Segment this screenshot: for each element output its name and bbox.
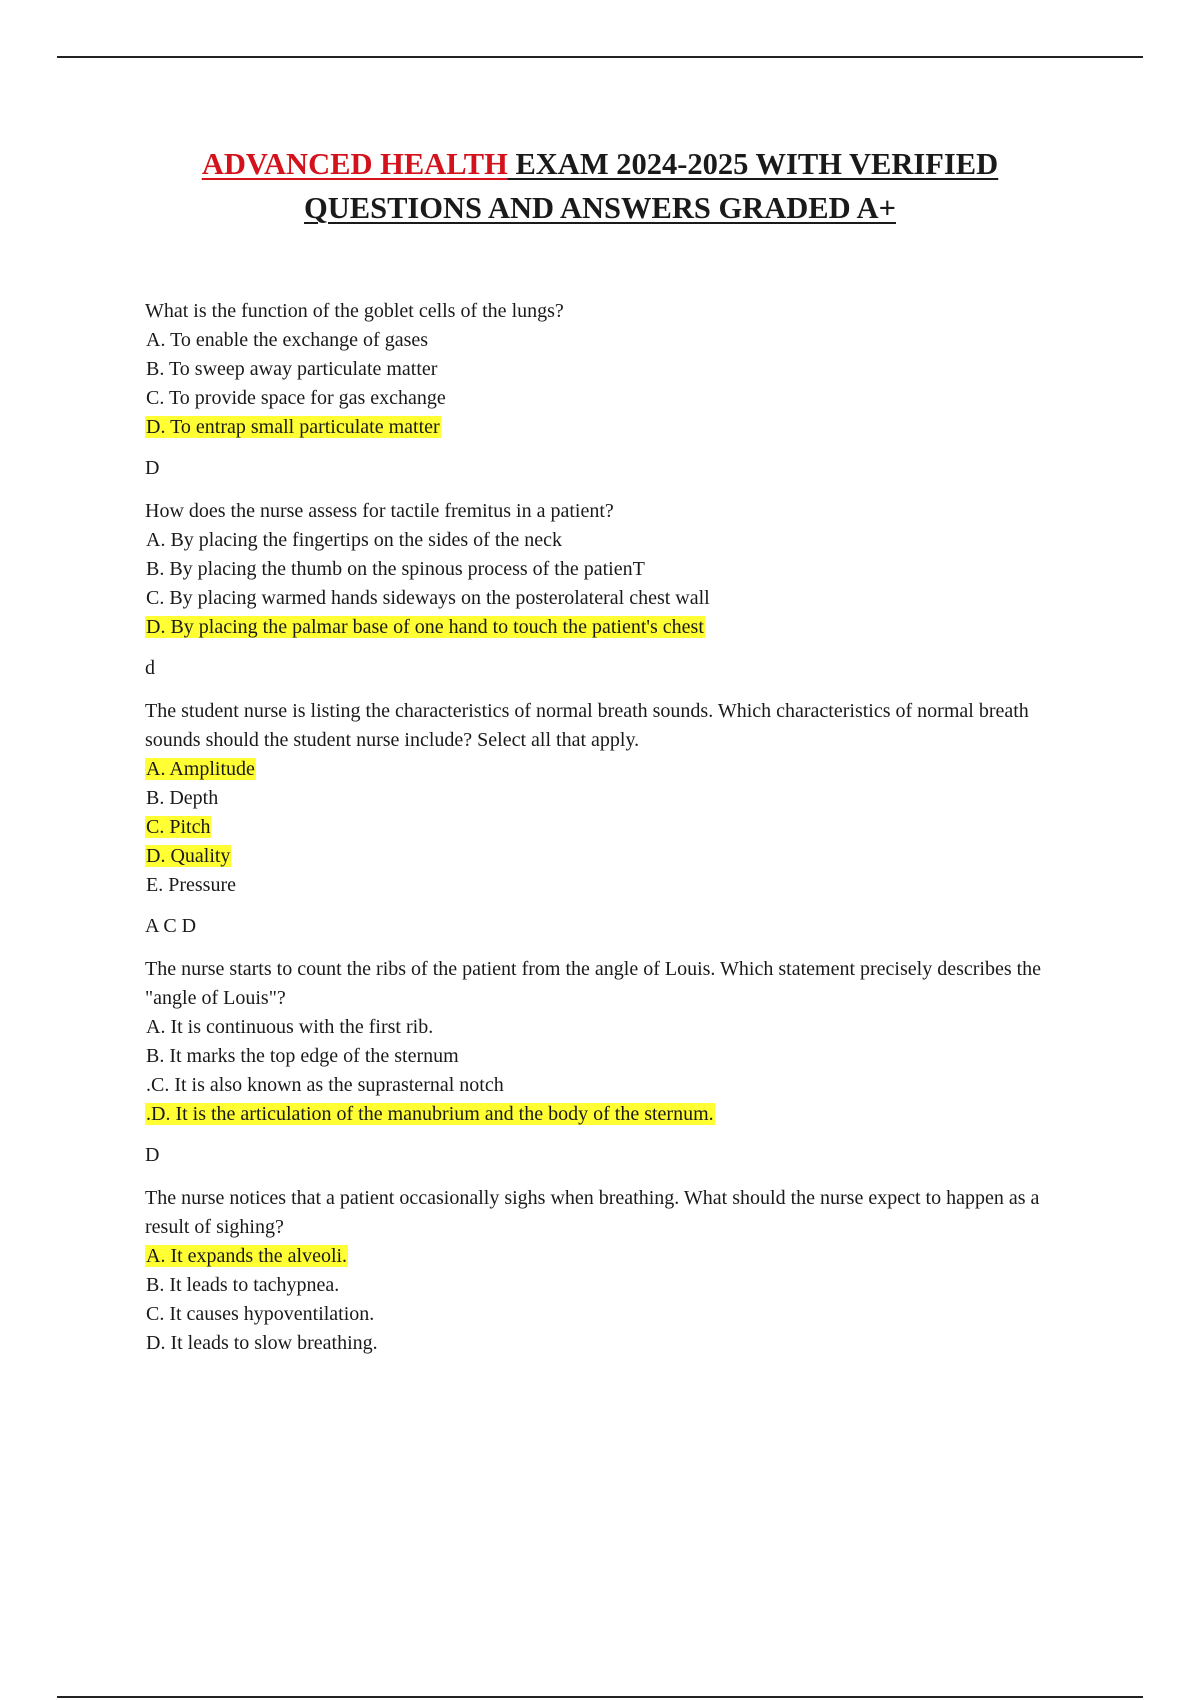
answer-key: A C D [145,915,197,937]
answer-key: d [145,657,155,679]
question-list [145,297,1085,1358]
question-stem: The nurse starts to count the ribs of the patient from the angle of Louis. Which statement precisely describes the "angle of Louis"? [145,958,1042,1009]
option-b: B. Depth [146,787,219,809]
option-d-correct: D. By placing the palmar base of one hand to touch the patient's chest [146,616,704,638]
question-3 [145,697,1085,941]
question-1 [145,297,1085,483]
answer-key: D [145,1144,160,1166]
bottom-rule [57,1696,1143,1698]
top-rule [57,56,1143,58]
option-d-correct: D. To entrap small particulate matter [146,416,440,438]
option-a: A. It is continuous with the first rib. [146,1016,434,1038]
option-a: A. To enable the exchange of gases [146,329,429,351]
question-stem: What is the function of the goblet cells of the lungs? [145,300,564,322]
answer-key: D [145,457,160,479]
option-b: B. By placing the thumb on the spinous process of the patienT [146,558,645,580]
question-stem: The nurse notices that a patient occasionally sighs when breathing. What should the nurse expect to happen as a result of sighing? [145,1187,1040,1238]
question-5 [145,1184,1085,1358]
option-e: E. Pressure [146,874,236,896]
option-a-correct: A. Amplitude [146,758,255,780]
option-c-correct: C. Pitch [146,816,211,838]
option-c: C. To provide space for gas exchange [146,387,446,409]
option-a: A. By placing the fingertips on the sides of the neck [146,529,563,551]
question-2 [145,497,1085,683]
question-stem: How does the nurse assess for tactile fremitus in a patient? [145,500,614,522]
option-b: B. It marks the top edge of the sternum [146,1045,459,1067]
question-4 [145,955,1085,1170]
page-title [60,142,1140,230]
option-b: B. To sweep away particulate matter [146,358,438,380]
option-d-correct: D. Quality [146,845,231,867]
option-c: C. By placing warmed hands sideways on the posterolateral chest wall [146,587,710,609]
option-d-correct: .D. It is the articulation of the manubrium and the body of the sternum. [146,1103,714,1125]
option-d: D. It leads to slow breathing. [146,1332,378,1354]
title-highlight: ADVANCED HEALTH [201,147,508,181]
option-c: C. It causes hypoventilation. [146,1303,375,1325]
option-a-correct: A. It expands the alveoli. [146,1245,348,1267]
option-c: .C. It is also known as the suprasternal notch [146,1074,504,1096]
title-line1: EXAM 2024-2025 WITH VERIFIED [507,147,999,181]
question-stem: The student nurse is listing the characteristics of normal breath sounds. Which characteristics of normal breath sounds should the student nurse include? Select all that apply. [145,700,1029,751]
option-b: B. It leads to tachypnea. [146,1274,340,1296]
title-line2: QUESTIONS AND ANSWERS GRADED A+ [304,191,896,225]
